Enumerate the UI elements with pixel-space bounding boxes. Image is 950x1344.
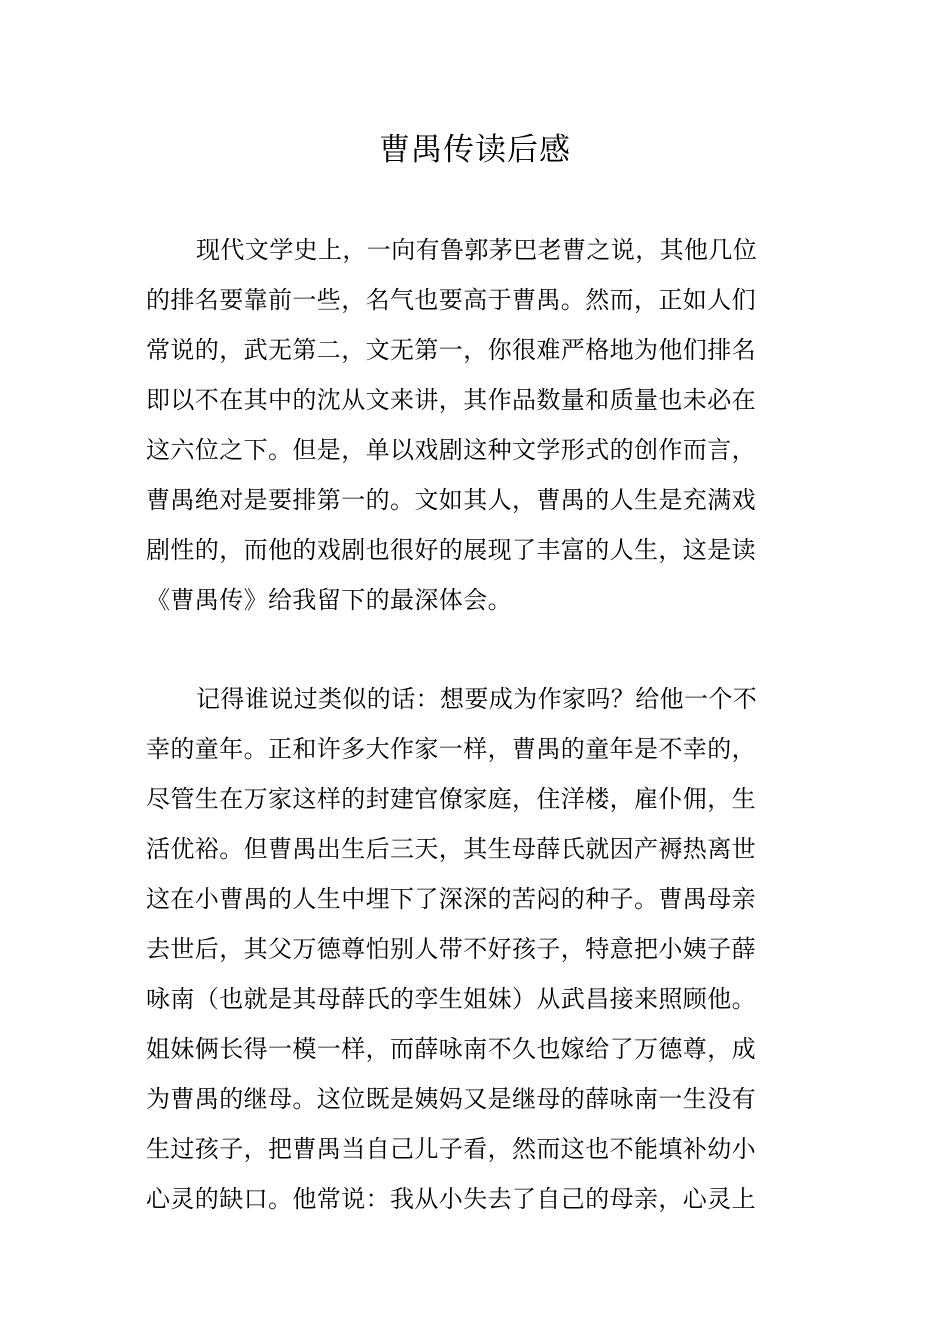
text-line: 姐妹俩长得一模一样，而薛咏南不久也嫁给了万德尊，成 bbox=[146, 1035, 756, 1063]
text-line: 现代文学史上，一向有鲁郭茅巴老曹之说，其他几位 bbox=[196, 236, 758, 264]
paragraph-2 bbox=[146, 674, 811, 1224]
text-line: 幸的童年。正和许多大作家一样，曹禺的童年是不幸的， bbox=[146, 735, 756, 763]
text-line: 《曹禺传》给我留下的最深体会。 bbox=[146, 586, 512, 614]
text-line: 这在小曹禺的人生中埋下了深深的苦闷的种子。曹禺母亲 bbox=[146, 885, 756, 913]
text-line: 的排名要靠前一些，名气也要高于曹禺。然而，正如人们 bbox=[146, 286, 756, 314]
text-line: 即以不在其中的沈从文来讲，其作品数量和质量也未必在 bbox=[146, 386, 756, 414]
text-line: 剧性的，而他的戏剧也很好的展现了丰富的人生，这是读 bbox=[146, 536, 756, 564]
document-title: 曹禺传读后感 bbox=[379, 132, 571, 168]
text-line: 心灵的缺口。他常说：我从小失去了自己的母亲，心灵上 bbox=[146, 1185, 756, 1213]
text-line: 常说的，武无第二，文无第一，你很难严格地为他们排名 bbox=[146, 336, 756, 364]
text-line: 为曹禺的继母。这位既是姨妈又是继母的薛咏南一生没有 bbox=[146, 1085, 756, 1113]
text-line: 去世后，其父万德尊怕别人带不好孩子，特意把小姨子薛 bbox=[146, 935, 756, 963]
text-line: 这六位之下。但是，单以戏剧这种文学形式的创作而言， bbox=[146, 436, 756, 464]
text-line: 咏南（也就是其母薛氏的孪生姐妹）从武昌接来照顾他。 bbox=[146, 985, 756, 1013]
text-line: 记得谁说过类似的话：想要成为作家吗？给他一个不 bbox=[196, 685, 758, 713]
text-line: 生过孩子，把曹禺当自己儿子看，然而这也不能填补幼小 bbox=[146, 1135, 756, 1163]
text-line: 尽管生在万家这样的封建官僚家庭，住洋楼，雇仆佣，生 bbox=[146, 785, 756, 813]
text-line: 曹禺绝对是要排第一的。文如其人，曹禺的人生是充满戏 bbox=[146, 486, 756, 514]
paragraph-1 bbox=[146, 225, 811, 625]
text-line: 活优裕。但曹禺出生后三天，其生母薛氏就因产褥热离世 bbox=[146, 835, 756, 863]
